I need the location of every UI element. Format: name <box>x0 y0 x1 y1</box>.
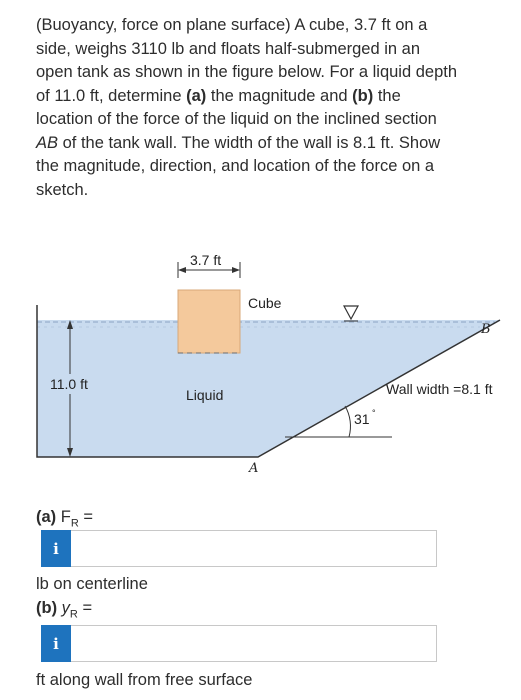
fr-subscript: R <box>70 517 79 530</box>
yr-subscript: R <box>69 608 78 621</box>
problem-text-3: the location of the force of the liquid on the inclined section <box>36 86 437 128</box>
part-b-tag-label: (b) <box>36 599 58 617</box>
section-ab-label: AB <box>36 133 59 152</box>
part-a-tag: (a) <box>186 86 207 105</box>
wall-width-label: Wall width =8.1 ft <box>386 381 493 397</box>
point-a-label: A <box>249 461 259 476</box>
liquid-label: Liquid <box>186 387 224 403</box>
angle-arc <box>345 406 350 437</box>
info-icon[interactable]: i <box>41 530 71 567</box>
yr-symbol: y <box>61 599 70 617</box>
yr-equals: = <box>77 599 93 617</box>
part-b-label <box>36 599 92 620</box>
degree-symbol: ° <box>372 408 376 418</box>
part-a-unit: lb on centerline <box>36 575 148 593</box>
tank-diagram <box>0 240 521 480</box>
cube-shape <box>178 290 240 353</box>
cube-width-arrow-left <box>178 267 186 273</box>
problem-heading: (Buoyancy, force on plane surface) <box>36 16 291 34</box>
point-b-label: B <box>481 322 491 337</box>
part-a-label <box>36 508 93 529</box>
tank-figure <box>0 240 521 480</box>
cube-label: Cube <box>248 295 282 311</box>
part-b-tag: (b) <box>352 86 374 105</box>
yr-answer-input[interactable] <box>71 625 437 662</box>
problem-text-2: the magnitude and <box>206 86 353 105</box>
cube-width-arrow-right <box>232 267 240 273</box>
depth-label: 11.0 ft <box>50 376 88 392</box>
problem-text-4: of the tank wall. The width of the wall is 8.1 ft. Show the magnitude, direction, and location of the force on a sketch. <box>36 133 441 199</box>
part-b-unit: ft along wall from free surface <box>36 671 253 689</box>
free-surface-icon <box>344 306 358 319</box>
cube-width-label: 3.7 ft <box>190 252 222 268</box>
problem-text-1: A cube, 3.7 ft on a side, weighs 3110 lb and floats half-submerged in an open tank as shown in the figure below. For a liquid depth of 11.0 ft, determine <box>36 16 458 105</box>
angle-label: 31 <box>354 411 370 427</box>
part-b-answer-row <box>41 625 437 662</box>
problem-statement <box>36 14 461 202</box>
part-a-tag-label: (a) <box>36 508 57 526</box>
fr-symbol: F <box>60 508 71 526</box>
info-icon[interactable]: i <box>41 625 71 662</box>
part-a-answer-row <box>41 530 437 567</box>
fr-answer-input[interactable] <box>71 530 437 567</box>
fr-equals: = <box>78 508 94 526</box>
